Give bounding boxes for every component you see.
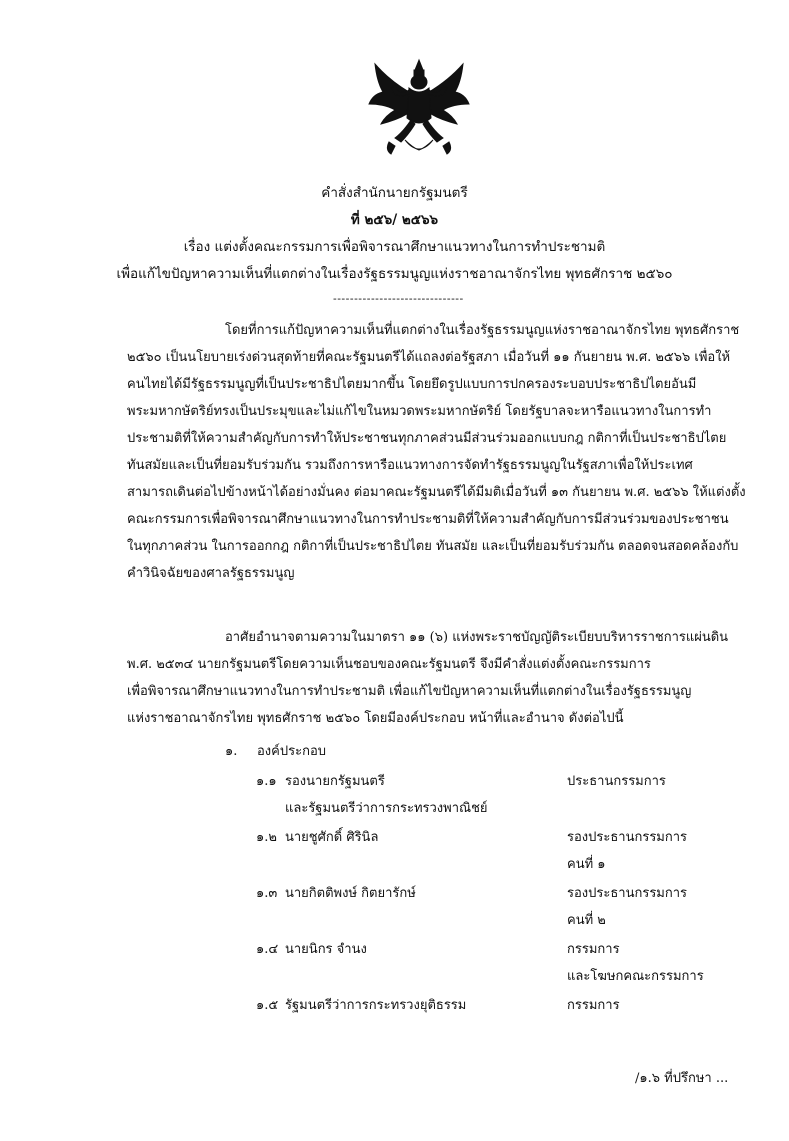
member-role: รองประธานกรรมการ	[567, 886, 688, 901]
paragraph-line: ทันสมัยและเป็นที่ยอมรับร่วมกัน รวมถึงการหารือแนวทางการจัดทำรัฐธรรมนูญในรัฐสภาเพื่อให้ประเทศ	[127, 458, 693, 473]
member-name: นายชูศักดิ์ ศิรินิล	[285, 830, 379, 845]
paragraph-line: คำวินิจฉัยของศาลรัฐธรรมนูญ	[127, 566, 295, 581]
member-number: ๑.๓	[256, 886, 278, 901]
section-title: องค์ประกอบ	[257, 744, 326, 759]
paragraph-line: ในทุกภาคส่วน ในการออกกฎ กติกาที่เป็นประชาธิปไตย ทันสมัย และเป็นที่ยอมรับร่วมกัน ตลอดจนสอดคล้องกับ	[127, 539, 739, 554]
section-number: ๑.	[225, 744, 238, 759]
member-name: รองนายกรัฐมนตรี	[285, 774, 385, 789]
member-name: รัฐมนตรีว่าการกระทรวงยุติธรรม	[285, 998, 467, 1013]
member-number: ๑.๕	[256, 998, 279, 1013]
garuda-emblem-icon	[365, 58, 473, 160]
member-role-continued: และโฆษกคณะกรรมการ	[567, 969, 704, 984]
order-subject-line-2: เพื่อแก้ไขปัญหาความเห็นที่แตกต่างในเรื่องรัฐธรรมนูญแห่งราชอาณาจักรไทย พุทธศักราช ๒๕๖๐	[116, 266, 673, 282]
paragraph-line: สามารถเดินต่อไปข้างหน้าได้อย่างมั่นคง ต่อมาคณะรัฐมนตรีได้มีมติเมื่อวันที่ ๑๓ กันยายน พ.ศ. ๒๕๖๖ ให้แต่งตั้ง	[127, 485, 746, 500]
paragraph-line: พ.ศ. ๒๕๓๔ นายกรัฐมนตรีโดยความเห็นชอบของคณะรัฐมนตรี จึงมีคำสั่งแต่งตั้งคณะกรรมการ	[127, 657, 651, 672]
member-role: รองประธานกรรมการ	[567, 830, 688, 845]
member-name: นายนิกร จำนง	[285, 942, 367, 957]
paragraph-line: พระมหากษัตริย์ทรงเป็นประมุขและไม่แก้ไขในหมวดพระมหากษัตริย์ โดยรัฐบาลจะหารือแนวทางในการทำ	[127, 404, 712, 419]
member-number: ๑.๑	[256, 774, 277, 789]
paragraph-line: โดยที่การแก้ปัญหาความเห็นที่แตกต่างในเรื่องรัฐธรรมนูญแห่งราชอาณาจักรไทย พุทธศักราช	[225, 323, 740, 338]
paragraph-line: ประชามติที่ให้ความสำคัญกับการทำให้ประชาชนทุกภาคส่วนมีส่วนร่วมออกแบบกฎ กติกาที่เป็นประชาธิปไตย	[127, 431, 727, 446]
member-role-continued: คนที่ ๑	[567, 857, 606, 872]
paragraph-line: ๒๕๖๐ เป็นนโยบายเร่งด่วนสุดท้ายที่คณะรัฐมนตรีได้แถลงต่อรัฐสภา เมื่อวันที่ ๑๑ กันยายน พ.ศ. ๒๕๖๖ เพื่อให้	[127, 350, 731, 365]
paragraph-line: แห่งราชอาณาจักรไทย พุทธศักราช ๒๕๖๐ โดยมีองค์ประกอบ หน้าที่และอำนาจ ดังต่อไปนี้	[127, 711, 624, 726]
paragraph-line: คณะกรรมการเพื่อพิจารณาศึกษาแนวทางในการทำประชามติที่ให้ความสำคัญกับการมีส่วนร่วมของประชาชน	[127, 512, 729, 527]
member-role: ประธานกรรมการ	[567, 774, 666, 789]
member-number: ๑.๔	[256, 942, 279, 957]
member-name: นายกิตติพงษ์ กิตยารักษ์	[285, 886, 416, 901]
continuation-note: /๑.๖ ที่ปรึกษา ...	[635, 1071, 729, 1086]
member-role: กรรมการ	[567, 998, 620, 1013]
paragraph-line: เพื่อพิจารณาศึกษาแนวทางในการทำประชามติ เพื่อแก้ไขปัญหาความเห็นที่แตกต่างในเรื่องรัฐธรรมนูญ	[127, 684, 692, 699]
header-divider: -------------------------------	[333, 292, 464, 305]
member-role: กรรมการ	[567, 942, 620, 957]
order-subject-line-1: เรื่อง แต่งตั้งคณะกรรมการเพื่อพิจารณาศึกษาแนวทางในการทำประชามติ	[183, 239, 606, 255]
member-number: ๑.๒	[256, 830, 277, 845]
paragraph-line: อาศัยอำนาจตามความในมาตรา ๑๑ (๖) แห่งพระราชบัญญัติระเบียบบริหารราชการแผ่นดิน	[225, 630, 729, 645]
member-role-continued: คนที่ ๒	[567, 913, 606, 928]
member-name-continued: และรัฐมนตรีว่าการกระทรวงพาณิชย์	[285, 801, 488, 816]
order-issuer: คำสั่งสำนักนายกรัฐมนตรี	[321, 185, 468, 201]
order-number: ที่ ๒๕๖/ ๒๕๖๖	[350, 212, 439, 228]
paragraph-line: คนไทยได้มีรัฐธรรมนูญที่เป็นประชาธิปไตยมากขึ้น โดยยึดรูปแบบการปกครองระบอบประชาธิปไตยอันมี	[127, 377, 697, 392]
